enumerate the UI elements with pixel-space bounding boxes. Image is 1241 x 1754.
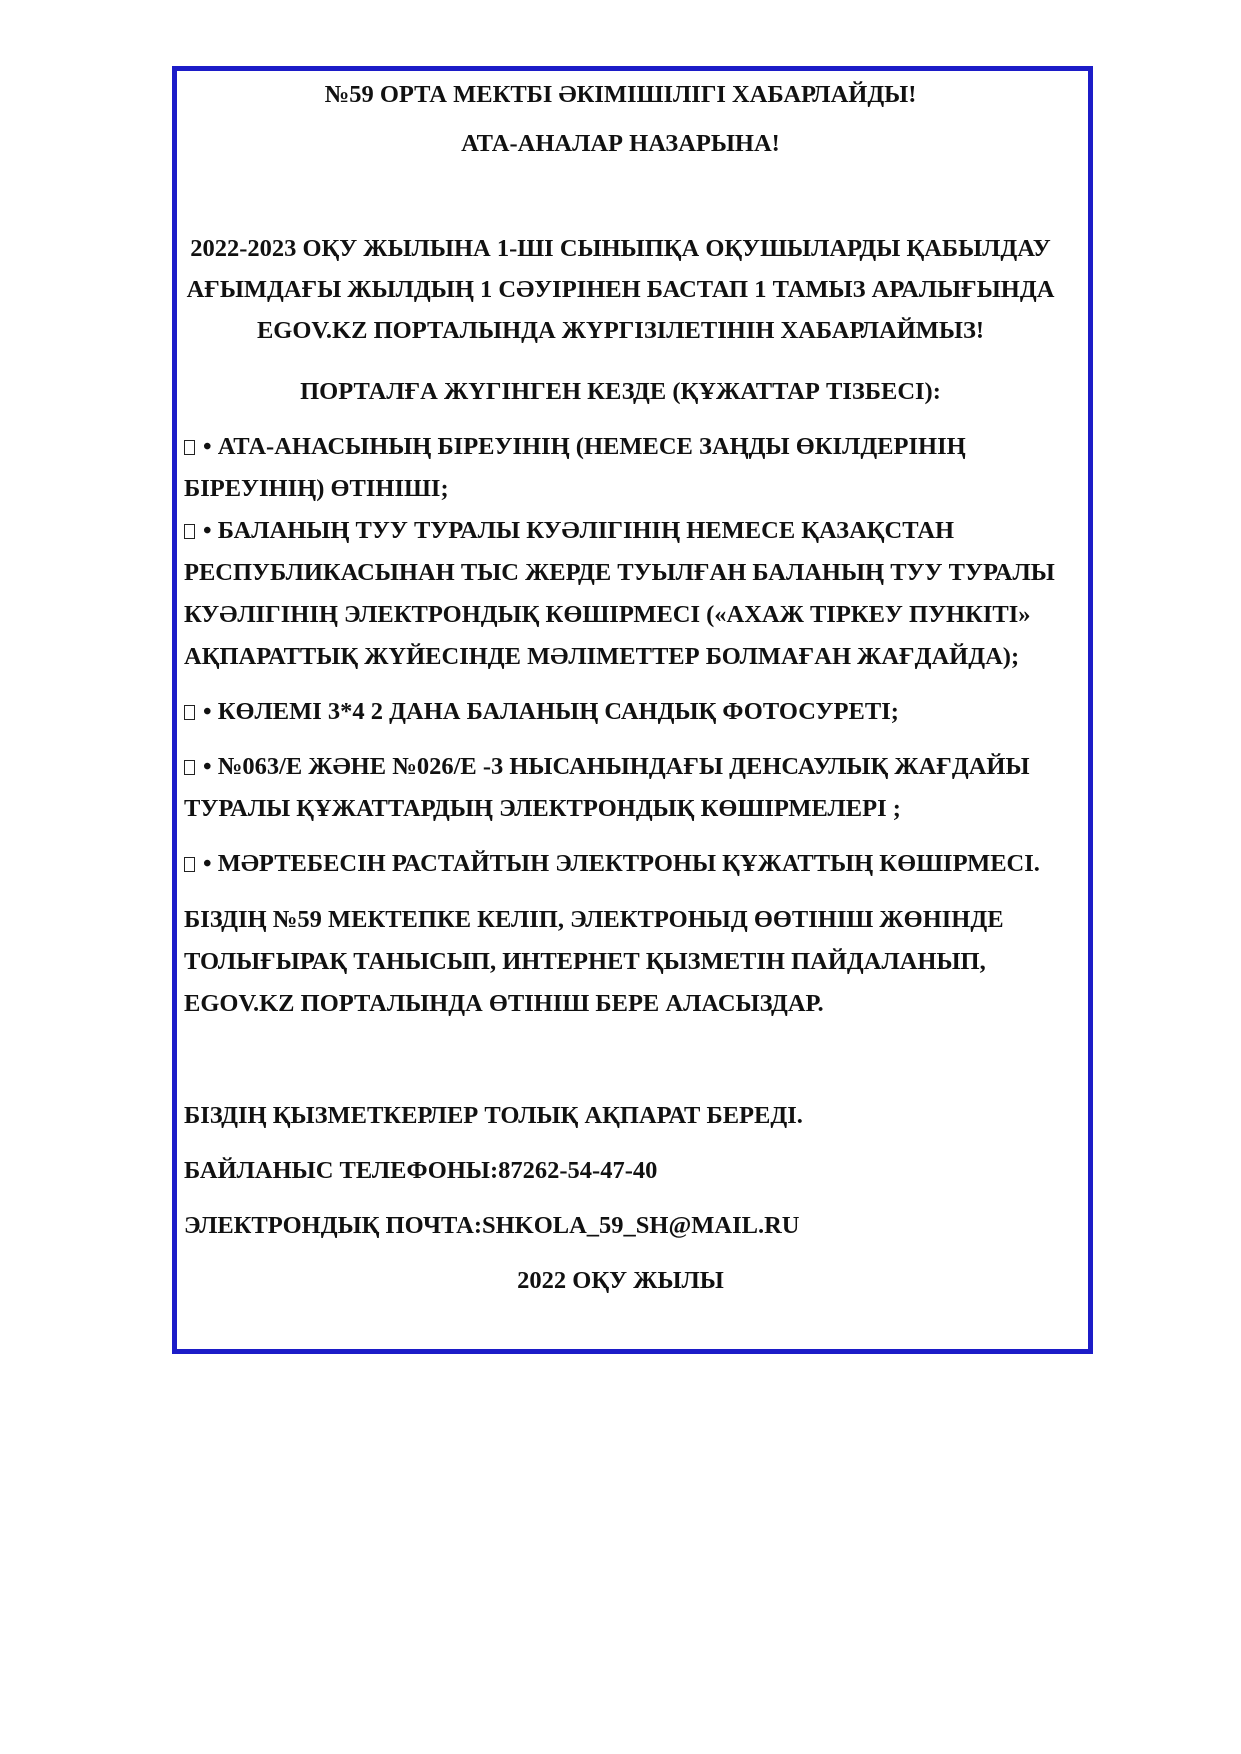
notice-subtitle: АТА-АНАЛАР НАЗАРЫНА! bbox=[461, 130, 780, 157]
notice-title: №59 ОРТА МЕКТБІ ӘКІМІШІЛІГІ ХАБАРЛАЙДЫ! bbox=[324, 81, 917, 108]
documents-list-heading: ПОРТАЛҒА ЖҮГІНГЕН КЕЗДЕ (ҚҰЖАТТАР ТІЗБЕСІ): bbox=[300, 378, 941, 405]
closing-line: ТОЛЫҒЫРАҚ ТАНЫСЫП, ИНТЕРНЕТ ҚЫЗМЕТІН ПАЙДАЛАНЫП, bbox=[184, 948, 986, 975]
square-bullet-icon bbox=[184, 524, 195, 539]
list-item-text: • АТА-АНАСЫНЫҢ БІРЕУІНІҢ (НЕМЕСЕ ЗАҢДЫ ӨКІЛДЕРІНІҢ bbox=[203, 433, 966, 460]
intro-line: EGOV.KZ ПОРТАЛЫНДА ЖҮРГІЗІЛЕТІНІН ХАБАРЛАЙМЫЗ! bbox=[256, 317, 985, 344]
contact-email: ЭЛЕКТРОНДЫҚ ПОЧТА:SHKOLA_59_SH@MAIL.RU bbox=[184, 1212, 800, 1239]
academic-year: 2022 ОҚУ ЖЫЛЫ bbox=[517, 1267, 724, 1294]
closing-line: EGOV.KZ ПОРТАЛЫНДА ӨТІНІШ БЕРЕ АЛАСЫЗДАР. bbox=[184, 990, 824, 1017]
list-item-text: • БАЛАНЫҢ ТУУ ТУРАЛЫ КУӘЛІГІНІҢ НЕМЕСЕ ҚАЗАҚСТАН bbox=[203, 517, 955, 544]
list-item-continuation: АҚПАРАТТЫҚ ЖҮЙЕСІНДЕ МӘЛІМЕТТЕР БОЛМАҒАН ЖАҒДАЙДА); bbox=[184, 643, 1020, 670]
square-bullet-icon bbox=[184, 760, 195, 775]
square-bullet-icon bbox=[184, 440, 195, 455]
list-item-text: • №063/Е ЖӘНЕ №026/Е -3 НЫСАНЫНДАҒЫ ДЕНСАУЛЫҚ ЖАҒДАЙЫ bbox=[203, 753, 1030, 780]
contact-phone: БАЙЛАНЫС ТЕЛЕФОНЫ:87262-54-47-40 bbox=[184, 1157, 658, 1184]
list-item bbox=[184, 849, 1040, 879]
list-item-continuation: РЕСПУБЛИКАСЫНАН ТЫС ЖЕРДЕ ТУЫЛҒАН БАЛАНЫҢ ТУУ ТУРАЛЫ bbox=[184, 559, 1055, 586]
list-item-text: • КӨЛЕМІ 3*4 2 ДАНА БАЛАНЫҢ САНДЫҚ ФОТОСУРЕТІ; bbox=[203, 698, 899, 725]
list-item bbox=[184, 516, 954, 546]
list-item bbox=[184, 432, 966, 462]
intro-line: 2022-2023 ОҚУ ЖЫЛЫНА 1-ШІ СЫНЫПҚА ОҚУШЫЛАРДЫ ҚАБЫЛДАУ bbox=[190, 235, 1051, 262]
list-item-continuation: БІРЕУІНІҢ) ӨТІНІШІ; bbox=[184, 475, 449, 502]
closing-line: БІЗДІҢ №59 МЕКТЕПКЕ КЕЛІП, ЭЛЕКТРОНЫД ӨӨТІНІШ ЖӨНІНДЕ bbox=[184, 906, 1004, 933]
staff-note: БІЗДІҢ ҚЫЗМЕТКЕРЛЕР ТОЛЫҚ АҚПАРАТ БЕРЕДІ. bbox=[184, 1102, 803, 1129]
list-item-continuation: ТУРАЛЫ ҚҰЖАТТАРДЫҢ ЭЛЕКТРОНДЫҚ КӨШІРМЕЛЕРІ ; bbox=[184, 795, 901, 822]
intro-line: АҒЫМДАҒЫ ЖЫЛДЫҢ 1 СӘУІРІНЕН БАСТАП 1 ТАМЫЗ АРАЛЫҒЫНДА bbox=[186, 276, 1055, 303]
list-item-continuation: КУӘЛІГІНІҢ ЭЛЕКТРОНДЫҚ КӨШІРМЕСІ («АХАЖ ТІРКЕУ ПУНКІТІ» bbox=[184, 601, 1031, 628]
square-bullet-icon bbox=[184, 857, 195, 872]
list-item bbox=[184, 697, 899, 727]
list-item-text: • МӘРТЕБЕСІН РАСТАЙТЫН ЭЛЕКТРОНЫ ҚҰЖАТТЫҢ КӨШІРМЕСІ. bbox=[203, 850, 1040, 877]
list-item bbox=[184, 752, 1030, 782]
square-bullet-icon bbox=[184, 705, 195, 720]
